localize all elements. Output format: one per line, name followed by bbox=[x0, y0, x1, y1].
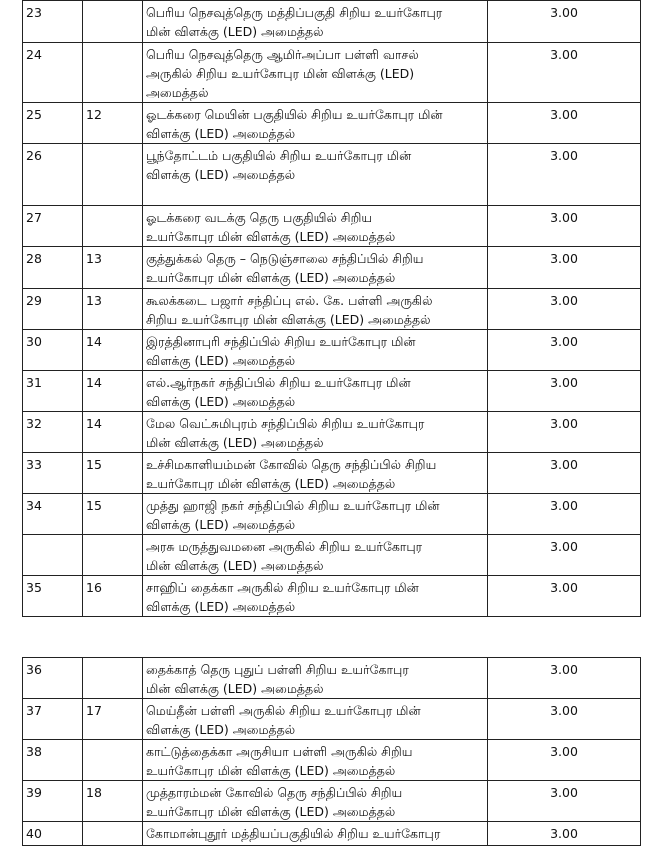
serial-number-cell: 40 bbox=[23, 822, 83, 846]
ward-number-cell bbox=[83, 206, 143, 247]
ward-number-cell bbox=[83, 43, 143, 103]
ward-number-cell: 13 bbox=[83, 247, 143, 289]
table-row bbox=[23, 453, 641, 494]
work-description-cell: முத்தாரம்மன் கோவில் தெரு சந்திப்பில் சிறிய உயர்கோபுர மின் விளக்கு (LED) அமைத்தல் bbox=[143, 781, 488, 822]
amount-cell: 3.00 bbox=[488, 576, 641, 617]
ward-number-cell: 15 bbox=[83, 453, 143, 494]
ward-number-cell: 13 bbox=[83, 289, 143, 330]
amount-cell: 3.00 bbox=[488, 247, 641, 289]
work-description-cell: உச்சிமகாளியம்மன் கோவில் தெரு சந்திப்பில் சிறிய உயர்கோபுர மின் விளக்கு (LED) அமைத்தல் bbox=[143, 453, 488, 494]
work-description-cell: பெரிய நெசவுத்தெரு ஆமிர்அப்பா பள்ளி வாசல் அருகில் சிறிய உயர்கோபுர மின் விளக்கு (LED) அமைத்தல் bbox=[143, 43, 488, 103]
work-description-cell: எல்.ஆர்நகர் சந்திப்பில் சிறிய உயர்கோபுர மின் விளக்கு (LED) அமைத்தல் bbox=[143, 371, 488, 412]
amount-cell: 3.00 bbox=[488, 206, 641, 247]
table-row bbox=[23, 822, 641, 846]
table-row bbox=[23, 699, 641, 740]
amount-cell: 3.00 bbox=[488, 740, 641, 781]
ward-number-cell: 17 bbox=[83, 699, 143, 740]
serial-number-cell: 26 bbox=[23, 144, 83, 206]
serial-number-cell: 24 bbox=[23, 43, 83, 103]
serial-number-cell: 23 bbox=[23, 1, 83, 43]
amount-cell: 3.00 bbox=[488, 699, 641, 740]
table-row bbox=[23, 740, 641, 781]
serial-number-cell: 37 bbox=[23, 699, 83, 740]
serial-number-cell: 29 bbox=[23, 289, 83, 330]
serial-number-cell: 34 bbox=[23, 494, 83, 535]
work-description-cell: குத்துக்கல் தெரு – நெடுஞ்சாலை சந்திப்பில் சிறிய உயர்கோபுர மின் விளக்கு (LED) அமைத்தல் bbox=[143, 247, 488, 289]
table-row bbox=[23, 289, 641, 330]
ward-number-cell bbox=[83, 658, 143, 699]
ward-number-cell bbox=[83, 144, 143, 206]
amount-cell: 3.00 bbox=[488, 658, 641, 699]
table-row bbox=[23, 206, 641, 247]
amount-cell: 3.00 bbox=[488, 535, 641, 576]
serial-number-cell: 39 bbox=[23, 781, 83, 822]
work-description-cell: சாஹிப் தைக்கா அருகில் சிறிய உயர்கோபுர மின் விளக்கு (LED) அமைத்தல் bbox=[143, 576, 488, 617]
work-description-cell: கூலக்கடை பஜார் சந்திப்பு எல். கே. பள்ளி அருகில் சிறிய உயர்கோபுர மின் விளக்கு (LED) அமைத்தல் bbox=[143, 289, 488, 330]
amount-cell: 3.00 bbox=[488, 494, 641, 535]
amount-cell: 3.00 bbox=[488, 103, 641, 144]
table-row bbox=[23, 247, 641, 289]
works-table-bottom bbox=[22, 657, 641, 846]
serial-number-cell: 32 bbox=[23, 412, 83, 453]
work-description-cell: பெரிய நெசவுத்தெரு மத்திப்பகுதி சிறிய உயர்கோபுர மின் விளக்கு (LED) அமைத்தல் bbox=[143, 1, 488, 43]
ward-number-cell: 14 bbox=[83, 330, 143, 371]
ward-number-cell: 12 bbox=[83, 103, 143, 144]
serial-number-cell: 36 bbox=[23, 658, 83, 699]
work-description-cell: பூந்தோட்டம் பகுதியில் சிறிய உயர்கோபுர மின் விளக்கு (LED) அமைத்தல் bbox=[143, 144, 488, 206]
amount-cell: 3.00 bbox=[488, 822, 641, 846]
table-row bbox=[23, 781, 641, 822]
ward-number-cell: 15 bbox=[83, 494, 143, 535]
ward-number-cell: 14 bbox=[83, 371, 143, 412]
serial-number-cell: 31 bbox=[23, 371, 83, 412]
ward-number-cell bbox=[83, 535, 143, 576]
table-row bbox=[23, 535, 641, 576]
serial-number-cell: 35 bbox=[23, 576, 83, 617]
amount-cell: 3.00 bbox=[488, 371, 641, 412]
table-row bbox=[23, 330, 641, 371]
work-description-cell: காட்டுத்தைக்கா அருசியா பள்ளி அருகில் சிறிய உயர்கோபுர மின் விளக்கு (LED) அமைத்தல் bbox=[143, 740, 488, 781]
amount-cell: 3.00 bbox=[488, 289, 641, 330]
work-description-cell: மெய்தீன் பள்ளி அருகில் சிறிய உயர்கோபுர மின் விளக்கு (LED) அமைத்தல் bbox=[143, 699, 488, 740]
table-row bbox=[23, 103, 641, 144]
serial-number-cell bbox=[23, 535, 83, 576]
table-row bbox=[23, 412, 641, 453]
amount-cell: 3.00 bbox=[488, 144, 641, 206]
serial-number-cell: 28 bbox=[23, 247, 83, 289]
table-row bbox=[23, 1, 641, 43]
table-row bbox=[23, 576, 641, 617]
work-description-cell: ஓடக்கரை மெயின் பகுதியில் சிறிய உயர்கோபுர மின் விளக்கு (LED) அமைத்தல் bbox=[143, 103, 488, 144]
work-description-cell: முத்து ஹாஜி நகர் சந்திப்பில் சிறிய உயர்கோபுர மின் விளக்கு (LED) அமைத்தல் bbox=[143, 494, 488, 535]
amount-cell: 3.00 bbox=[488, 412, 641, 453]
ward-number-cell bbox=[83, 822, 143, 846]
ward-number-cell: 16 bbox=[83, 576, 143, 617]
work-description-cell: தைக்காத் தெரு புதுப் பள்ளி சிறிய உயர்கோபுர மின் விளக்கு (LED) அமைத்தல் bbox=[143, 658, 488, 699]
serial-number-cell: 38 bbox=[23, 740, 83, 781]
work-description-cell: கோமான்புதூர் மத்தியப்பகுதியில் சிறிய உயர்கோபுர bbox=[143, 822, 488, 846]
amount-cell: 3.00 bbox=[488, 330, 641, 371]
ward-number-cell bbox=[83, 740, 143, 781]
serial-number-cell: 27 bbox=[23, 206, 83, 247]
ward-number-cell: 14 bbox=[83, 412, 143, 453]
amount-cell: 3.00 bbox=[488, 453, 641, 494]
table-row bbox=[23, 494, 641, 535]
table-row bbox=[23, 43, 641, 103]
amount-cell: 3.00 bbox=[488, 1, 641, 43]
table-row bbox=[23, 144, 641, 206]
serial-number-cell: 30 bbox=[23, 330, 83, 371]
work-description-cell: மேல வெட்சுமிபுரம் சந்திப்பில் சிறிய உயர்கோபுர மின் விளக்கு (LED) அமைத்தல் bbox=[143, 412, 488, 453]
works-table-top bbox=[22, 0, 641, 617]
serial-number-cell: 33 bbox=[23, 453, 83, 494]
serial-number-cell: 25 bbox=[23, 103, 83, 144]
table-row bbox=[23, 658, 641, 699]
ward-number-cell bbox=[83, 1, 143, 43]
work-description-cell: ஓடக்கரை வடக்கு தெரு பகுதியில் சிறிய உயர்கோபுர மின் விளக்கு (LED) அமைத்தல் bbox=[143, 206, 488, 247]
work-description-cell: இரத்தினாபுரி சந்திப்பில் சிறிய உயர்கோபுர மின் விளக்கு (LED) அமைத்தல் bbox=[143, 330, 488, 371]
amount-cell: 3.00 bbox=[488, 43, 641, 103]
table-row bbox=[23, 371, 641, 412]
ward-number-cell: 18 bbox=[83, 781, 143, 822]
work-description-cell: அரசு மருத்துவமனை அருகில் சிறிய உயர்கோபுர மின் விளக்கு (LED) அமைத்தல் bbox=[143, 535, 488, 576]
amount-cell: 3.00 bbox=[488, 781, 641, 822]
